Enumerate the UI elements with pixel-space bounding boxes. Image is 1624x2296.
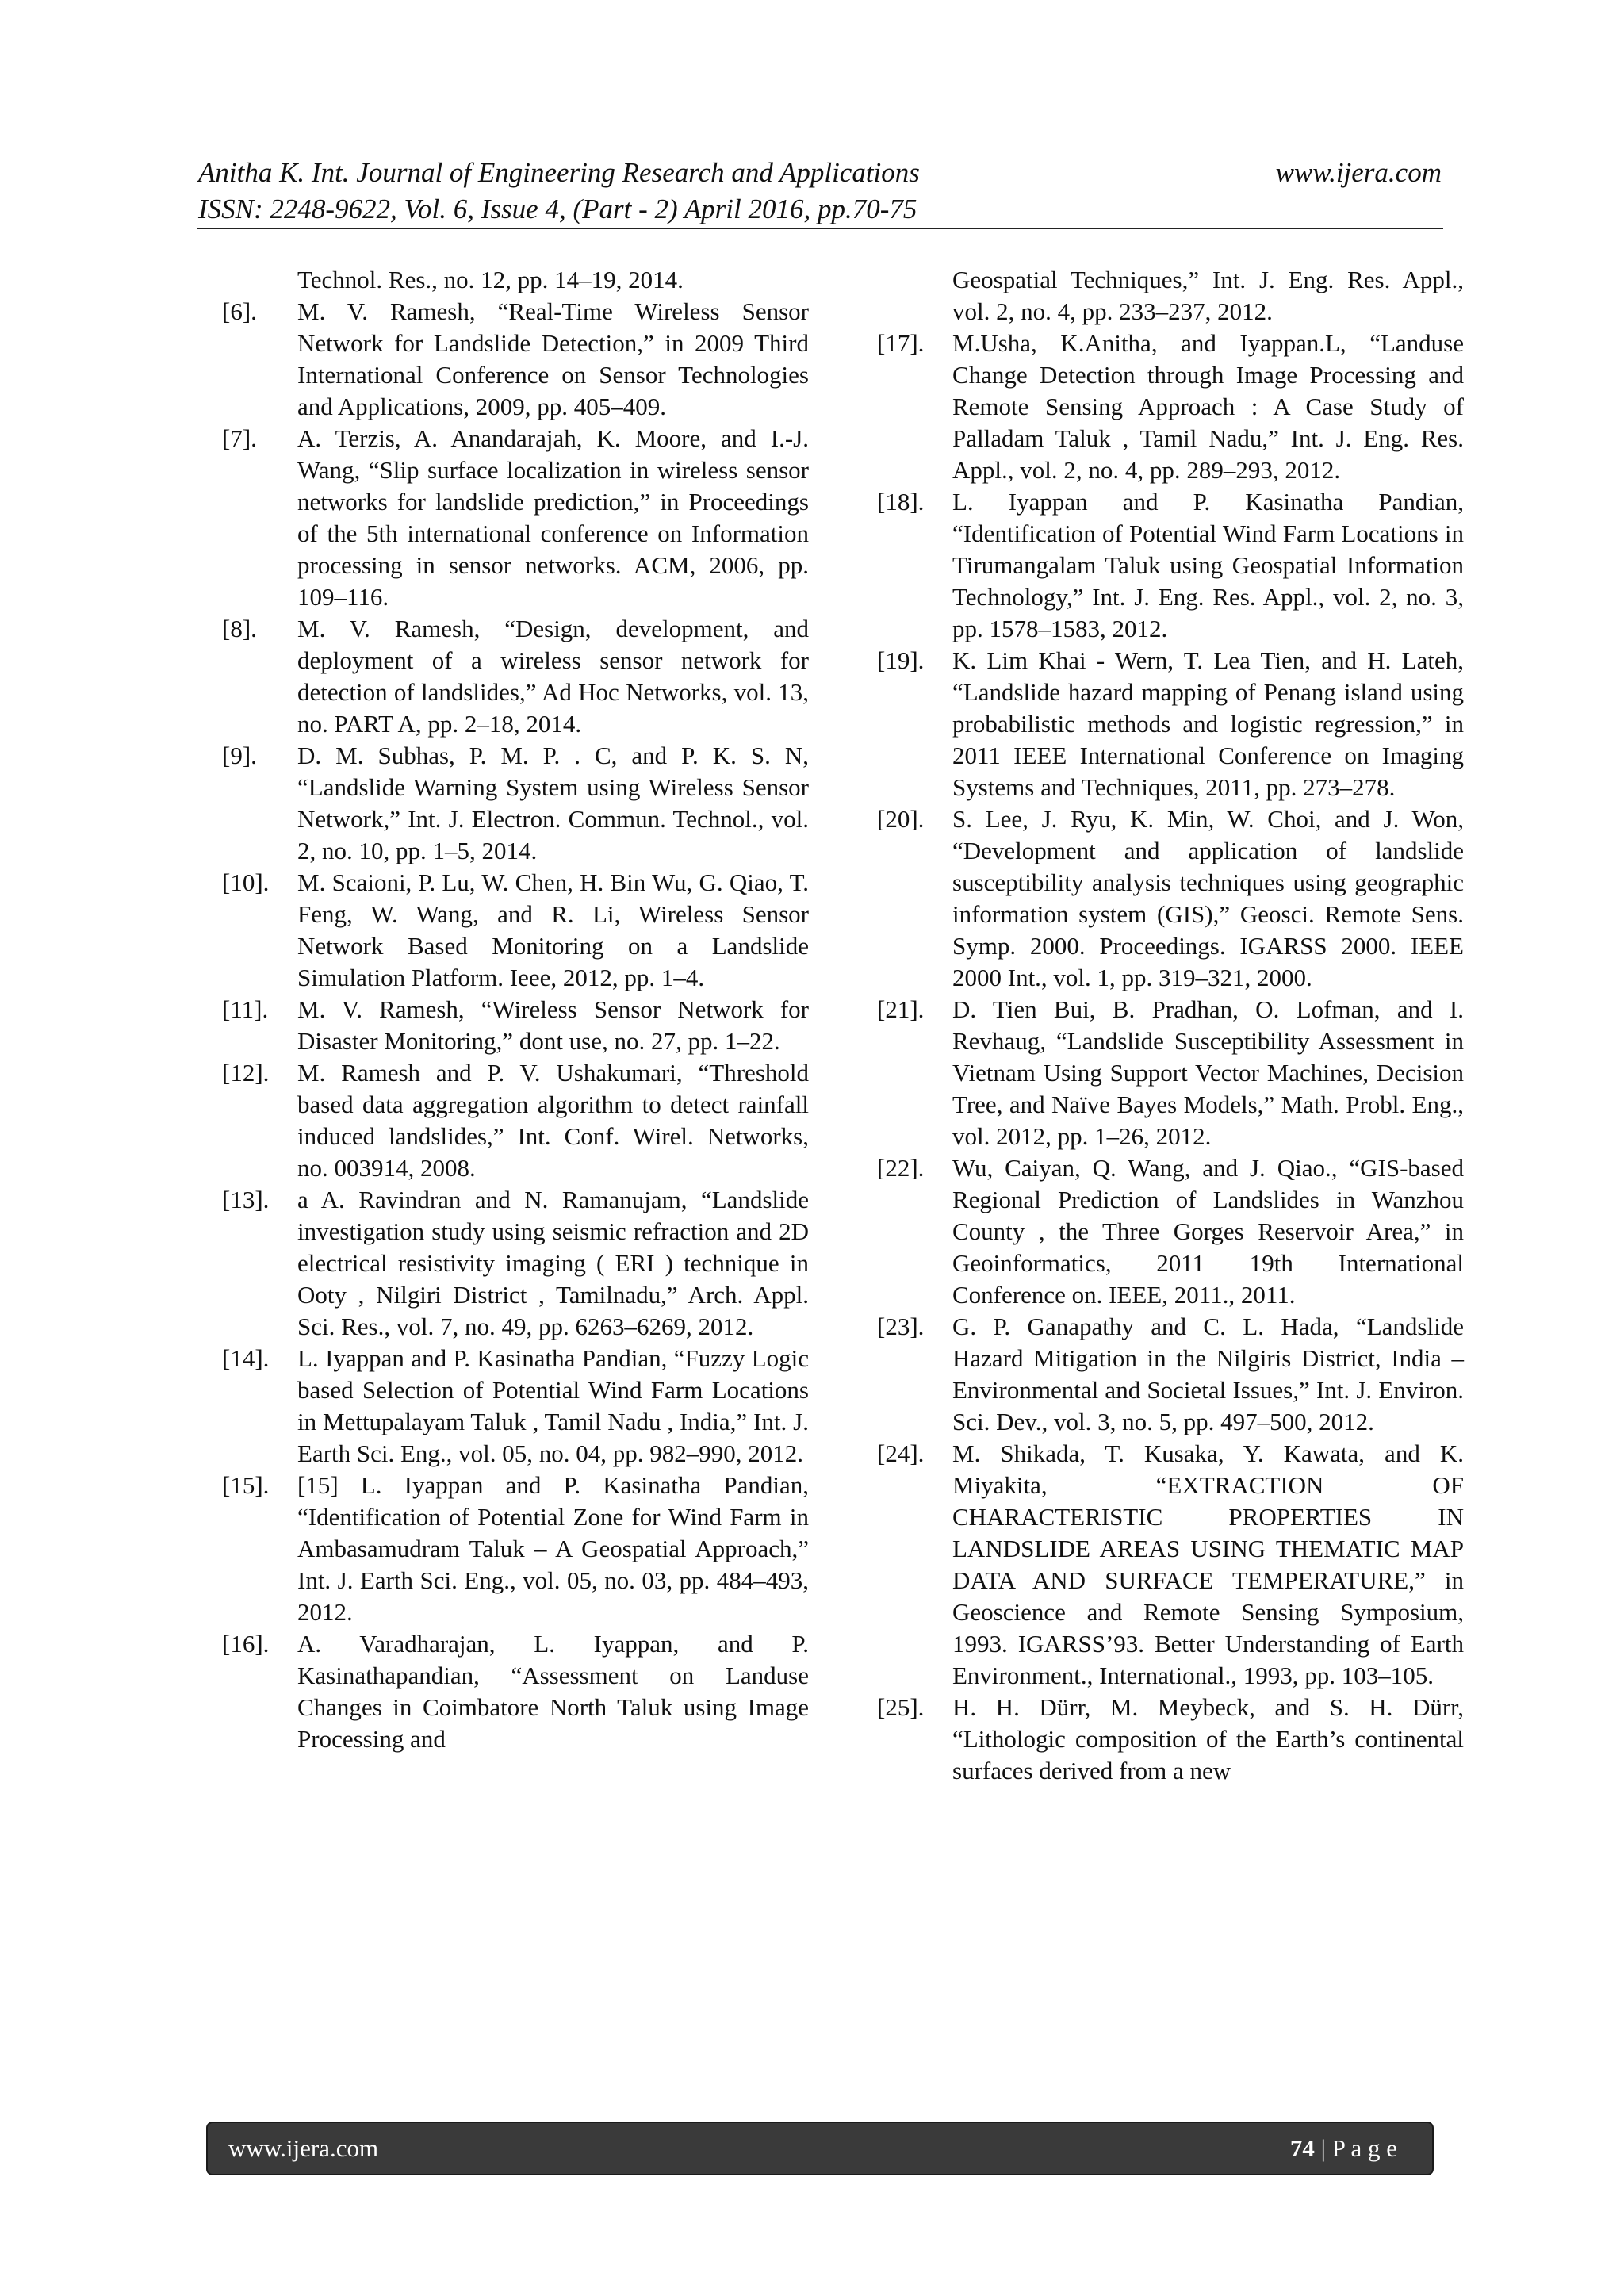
reference-11 [222,994,809,1057]
reference-number: [9]. [222,742,257,769]
header-divider [197,228,1443,229]
reference-24 [877,1438,1464,1692]
reference-19 [877,645,1464,803]
reference-13 [222,1184,809,1343]
reference-text: M. V. Ramesh, “Wireless Sensor Network for Disaster Monitoring,” dont use, no. 27, pp. 1–22. [297,995,809,1055]
reference-text: G. P. Ganapathy and C. L. Hada, “Landslide Hazard Mitigation in the Nilgiris District, India – Environmental and Societal Issues,” Int. J. Environ. Sci. Dev., vol. 3, no. 5, pp. 497–500, 2012. [952,1313,1464,1435]
reference-number: [6]. [222,297,257,325]
reference-number: [7]. [222,424,257,452]
page-footer [206,2122,1434,2175]
reference-17 [877,328,1464,486]
reference-12 [222,1057,809,1184]
reference-text: Wu, Caiyan, Q. Wang, and J. Qiao., “GIS-based Regional Prediction of Landslides in Wanzhou County , the Three Gorges Reservoir Area,” in Geoinformatics, 2011 19th International Conference on. IEEE, 2011., 2011. [952,1154,1464,1309]
reference-text: K. Lim Khai - Wern, T. Lea Tien, and H. Lateh, “Landslide hazard mapping of Penang island using probabilistic methods and logistic regression,” in 2011 IEEE International Conference on Imaging Systems and Techniques, 2011, pp. 273–278. [952,646,1464,801]
right-column [877,264,1464,1787]
reference-number: [23]. [877,1313,925,1340]
reference-number: [13]. [222,1186,270,1213]
reference-text: D. M. Subhas, P. M. P. . C, and P. K. S. N, “Landslide Warning System using Wireless Sensor Network,” Int. J. Electron. Commun. Technol., vol. 2, no. 10, pp. 1–5, 2014. [297,742,809,864]
reference-number: [18]. [877,488,925,516]
reference-text: D. Tien Bui, B. Pradhan, O. Lofman, and I. Revhaug, “Landslide Susceptibility Assessment in Vietnam Using Support Vector Machines, Decision Tree, and Naïve Bayes Models,” Math. Probl. Eng., vol. 2012, pp. 1–26, 2012. [952,995,1464,1150]
reference-10 [222,867,809,994]
reference-text: [15] L. Iyappan and P. Kasinatha Pandian, “Identification of Potential Zone for Wind Farm in Ambasamudram Taluk – A Geospatial Approach,” Int. J. Earth Sci. Eng., vol. 05, no. 03, pp. 484–493, 2012. [297,1471,809,1626]
page-label: | P a g e [1314,2134,1397,2162]
reference-25 [877,1692,1464,1787]
reference-18 [877,486,1464,645]
reference-21 [877,994,1464,1152]
reference-number: [25]. [877,1693,925,1721]
reference-7 [222,423,809,613]
reference-number: [22]. [877,1154,925,1182]
reference-8 [222,613,809,740]
reference-23 [877,1311,1464,1438]
left-column [222,264,809,1755]
reference-text: A. Terzis, A. Anandarajah, K. Moore, and I.-J. Wang, “Slip surface localization in wireless sensor networks for landslide prediction,” in Proceedings of the 5th international conference on Information processing in sensor networks. ACM, 2006, pp. 109–116. [297,424,809,611]
reference-number: [15]. [222,1471,270,1499]
journal-title: Anitha K. Int. Journal of Engineering Research and Applications [198,157,920,188]
reference-text: A. Varadharajan, L. Iyappan, and P. Kasinathapandian, “Assessment on Landuse Changes in Coimbatore North Taluk using Image Processing and [297,1630,809,1753]
running-header [198,155,1442,228]
journal-website: www.ijera.com [1275,157,1442,188]
reference-continuation: Geospatial Techniques,” Int. J. Eng. Res. Appl., vol. 2, no. 4, pp. 233–237, 2012. [952,266,1464,325]
reference-text: M. Ramesh and P. V. Ushakumari, “Threshold based data aggregation algorithm to detect rainfall induced landslides,” Int. Conf. Wirel. Networks, no. 003914, 2008. [297,1059,809,1182]
reference-number: [14]. [222,1344,270,1372]
reference-number: [12]. [222,1059,270,1087]
reference-9 [222,740,809,867]
reference-continuation: Technol. Res., no. 12, pp. 14–19, 2014. [297,266,684,293]
reference-text: M. Scaioni, P. Lu, W. Chen, H. Bin Wu, G. Qiao, T. Feng, W. Wang, and R. Li, Wireless Sensor Network Based Monitoring on a Landslide Simulation Platform. Ieee, 2012, pp. 1–4. [297,868,809,991]
reference-text: M.Usha, K.Anitha, and Iyappan.L, “Landuse Change Detection through Image Processing and Remote Sensing Approach : A Case Study of Palladam Taluk , Tamil Nadu,” Int. J. Eng. Res. Appl., vol. 2, no. 4, pp. 289–293, 2012. [952,329,1464,484]
reference-number: [20]. [877,805,925,833]
reference-number: [24]. [877,1439,925,1467]
reference-number: [19]. [877,646,925,674]
reference-text: H. H. Dürr, M. Meybeck, and S. H. Dürr, “Lithologic composition of the Earth’s continental surfaces derived from a new [952,1693,1464,1784]
reference-number: [8]. [222,615,257,642]
reference-text: M. V. Ramesh, “Real-Time Wireless Sensor Network for Landslide Detection,” in 2009 Third International Conference on Sensor Technologies and Applications, 2009, pp. 405–409. [297,297,809,420]
reference-text: S. Lee, J. Ryu, K. Min, W. Choi, and J. Won, “Development and application of landslide susceptibility analysis techniques using geographic information system (GIS),” Geosci. Remote Sens. Symp. 2000. Proceedings. IGARSS 2000. IEEE 2000 Int., vol. 1, pp. 319–321, 2000. [952,805,1464,991]
reference-6 [222,296,809,423]
reference-text: a A. Ravindran and N. Ramanujam, “Landslide investigation study using seismic refraction and 2D electrical resistivity imaging ( ERI ) technique in Ooty , Nilgiri District , Tamilnadu,” Arch. Appl. Sci. Res., vol. 7, no. 49, pp. 6263–6269, 2012. [297,1186,809,1340]
reference-text: L. Iyappan and P. Kasinatha Pandian, “Identification of Potential Wind Farm Locations in Tirumangalam Taluk using Geospatial Information Technology,” Int. J. Eng. Res. Appl., vol. 2, no. 3, pp. 1578–1583, 2012. [952,488,1464,642]
reference-text: M. Shikada, T. Kusaka, Y. Kawata, and K. Miyakita, “EXTRACTION OF CHARACTERISTIC PROPERTIES IN LANDSLIDE AREAS USING THEMATIC MAP DATA AND SURFACE TEMPERATURE,” in Geoscience and Remote Sensing Symposium, 1993. IGARSS’93. Better Understanding of Earth Environment., International., 1993, pp. 103–105. [952,1439,1464,1689]
reference-text: L. Iyappan and P. Kasinatha Pandian, “Fuzzy Logic based Selection of Potential Wind Farm Locations in Mettupalayam Taluk , Tamil Nadu , India,” Int. J. Earth Sci. Eng., vol. 05, no. 04, pp. 982–990, 2012. [297,1344,809,1467]
reference-text: M. V. Ramesh, “Design, development, and deployment of a wireless sensor network for detection of landslides,” Ad Hoc Networks, vol. 13, no. PART A, pp. 2–18, 2014. [297,615,809,738]
reference-number: [10]. [222,868,270,896]
reference-15 [222,1470,809,1628]
reference-number: [11]. [222,995,269,1023]
reference-20 [877,803,1464,994]
issn-line: ISSN: 2248-9622, Vol. 6, Issue 4, (Part - 2) April 2016, pp.70-75 [198,194,917,224]
reference-number: [17]. [877,329,925,357]
reference-16 [222,1628,809,1755]
footer-page-indicator [1290,2134,1397,2163]
reference-number: [21]. [877,995,925,1023]
reference-number: [16]. [222,1630,270,1658]
reference-14 [222,1343,809,1470]
page-number: 74 [1289,2134,1315,2162]
reference-22 [877,1152,1464,1311]
footer-website: www.ijera.com [228,2134,379,2162]
